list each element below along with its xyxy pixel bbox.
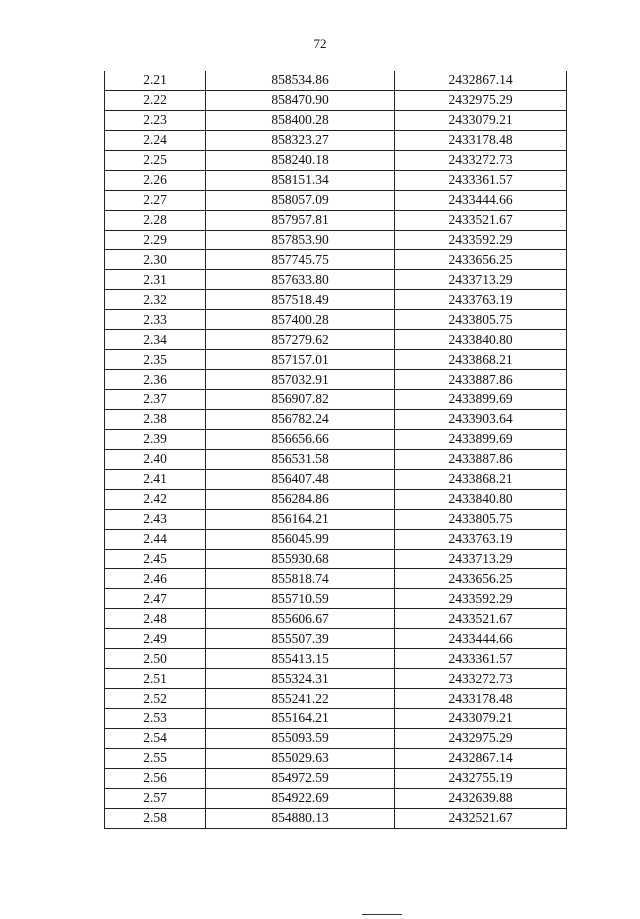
table-row xyxy=(105,230,567,250)
x-coordinate-cell: 854972.59 xyxy=(206,768,395,788)
point-number-cell: 2.45 xyxy=(105,549,206,569)
y-coordinate-cell: 2433899.69 xyxy=(395,429,567,449)
point-number-cell: 2.52 xyxy=(105,689,206,709)
point-number-cell: 2.34 xyxy=(105,330,206,350)
x-coordinate-cell: 855818.74 xyxy=(206,569,395,589)
y-coordinate-cell: 2433656.25 xyxy=(395,250,567,270)
table-row xyxy=(105,748,567,768)
point-number-cell: 2.42 xyxy=(105,489,206,509)
table-row xyxy=(105,130,567,150)
point-number-cell: 2.44 xyxy=(105,529,206,549)
x-coordinate-cell: 857400.28 xyxy=(206,310,395,330)
table-row xyxy=(105,669,567,689)
y-coordinate-cell: 2433361.57 xyxy=(395,649,567,669)
point-number-cell: 2.23 xyxy=(105,110,206,130)
point-number-cell: 2.37 xyxy=(105,390,206,410)
x-coordinate-cell: 856531.58 xyxy=(206,449,395,469)
x-coordinate-cell: 857633.80 xyxy=(206,270,395,290)
y-coordinate-cell: 2433903.64 xyxy=(395,409,567,429)
point-number-cell: 2.50 xyxy=(105,649,206,669)
y-coordinate-cell: 2432867.14 xyxy=(395,748,567,768)
point-number-cell: 2.35 xyxy=(105,350,206,370)
y-coordinate-cell: 2433079.21 xyxy=(395,110,567,130)
x-coordinate-cell: 856782.24 xyxy=(206,409,395,429)
table-row xyxy=(105,469,567,489)
y-coordinate-cell: 2433079.21 xyxy=(395,709,567,729)
y-coordinate-cell: 2433713.29 xyxy=(395,270,567,290)
x-coordinate-cell: 858470.90 xyxy=(206,90,395,110)
point-number-cell: 2.56 xyxy=(105,768,206,788)
table-row xyxy=(105,290,567,310)
point-number-cell: 2.36 xyxy=(105,370,206,390)
point-number-cell: 2.47 xyxy=(105,589,206,609)
point-number-cell: 2.22 xyxy=(105,90,206,110)
x-coordinate-cell: 857279.62 xyxy=(206,330,395,350)
x-coordinate-cell: 858057.09 xyxy=(206,190,395,210)
y-coordinate-cell: 2432975.29 xyxy=(395,728,567,748)
table-row xyxy=(105,310,567,330)
table-row xyxy=(105,649,567,669)
table-row xyxy=(105,150,567,170)
table-row xyxy=(105,110,567,130)
x-coordinate-cell: 858240.18 xyxy=(206,150,395,170)
point-number-cell: 2.48 xyxy=(105,609,206,629)
x-coordinate-cell: 855710.59 xyxy=(206,589,395,609)
y-coordinate-cell: 2433763.19 xyxy=(395,529,567,549)
y-coordinate-cell: 2432755.19 xyxy=(395,768,567,788)
x-coordinate-cell: 854922.69 xyxy=(206,788,395,808)
table-row xyxy=(105,409,567,429)
point-number-cell: 2.28 xyxy=(105,210,206,230)
point-number-cell: 2.43 xyxy=(105,509,206,529)
table-row xyxy=(105,709,567,729)
y-coordinate-cell: 2433272.73 xyxy=(395,669,567,689)
point-number-cell: 2.24 xyxy=(105,130,206,150)
table-row xyxy=(105,489,567,509)
table-row xyxy=(105,270,567,290)
point-number-cell: 2.26 xyxy=(105,170,206,190)
point-number-cell: 2.31 xyxy=(105,270,206,290)
y-coordinate-cell: 2433444.66 xyxy=(395,629,567,649)
y-coordinate-cell: 2433868.21 xyxy=(395,350,567,370)
table-row xyxy=(105,509,567,529)
point-number-cell: 2.29 xyxy=(105,230,206,250)
table-row xyxy=(105,71,567,90)
y-coordinate-cell: 2433592.29 xyxy=(395,230,567,250)
y-coordinate-cell: 2433840.80 xyxy=(395,489,567,509)
y-coordinate-cell: 2433272.73 xyxy=(395,150,567,170)
table-row xyxy=(105,350,567,370)
table-row xyxy=(105,390,567,410)
y-coordinate-cell: 2432975.29 xyxy=(395,90,567,110)
bottom-mark xyxy=(362,914,402,915)
x-coordinate-cell: 856045.99 xyxy=(206,529,395,549)
point-number-cell: 2.58 xyxy=(105,808,206,828)
y-coordinate-cell: 2433178.48 xyxy=(395,689,567,709)
point-number-cell: 2.38 xyxy=(105,409,206,429)
y-coordinate-cell: 2433521.67 xyxy=(395,609,567,629)
table-row xyxy=(105,90,567,110)
point-number-cell: 2.33 xyxy=(105,310,206,330)
point-number-cell: 2.55 xyxy=(105,748,206,768)
point-number-cell: 2.54 xyxy=(105,728,206,748)
table-row xyxy=(105,629,567,649)
table-row xyxy=(105,549,567,569)
y-coordinate-cell: 2432867.14 xyxy=(395,71,567,90)
table-row xyxy=(105,728,567,748)
point-number-cell: 2.39 xyxy=(105,429,206,449)
x-coordinate-cell: 855606.67 xyxy=(206,609,395,629)
point-number-cell: 2.41 xyxy=(105,469,206,489)
x-coordinate-cell: 855930.68 xyxy=(206,549,395,569)
y-coordinate-cell: 2433840.80 xyxy=(395,330,567,350)
table-row xyxy=(105,589,567,609)
point-number-cell: 2.53 xyxy=(105,709,206,729)
coordinates-table-body xyxy=(105,71,567,828)
x-coordinate-cell: 858323.27 xyxy=(206,130,395,150)
y-coordinate-cell: 2433805.75 xyxy=(395,310,567,330)
point-number-cell: 2.49 xyxy=(105,629,206,649)
y-coordinate-cell: 2433521.67 xyxy=(395,210,567,230)
point-number-cell: 2.46 xyxy=(105,569,206,589)
y-coordinate-cell: 2433713.29 xyxy=(395,549,567,569)
table-row xyxy=(105,689,567,709)
table-row xyxy=(105,330,567,350)
y-coordinate-cell: 2433592.29 xyxy=(395,589,567,609)
x-coordinate-cell: 857518.49 xyxy=(206,290,395,310)
table-row xyxy=(105,250,567,270)
y-coordinate-cell: 2433763.19 xyxy=(395,290,567,310)
x-coordinate-cell: 858534.86 xyxy=(206,71,395,90)
point-number-cell: 2.25 xyxy=(105,150,206,170)
table-row xyxy=(105,429,567,449)
y-coordinate-cell: 2433868.21 xyxy=(395,469,567,489)
table-row xyxy=(105,609,567,629)
x-coordinate-cell: 858400.28 xyxy=(206,110,395,130)
x-coordinate-cell: 856907.82 xyxy=(206,390,395,410)
y-coordinate-cell: 2433887.86 xyxy=(395,370,567,390)
x-coordinate-cell: 855241.22 xyxy=(206,689,395,709)
x-coordinate-cell: 858151.34 xyxy=(206,170,395,190)
table-row xyxy=(105,190,567,210)
x-coordinate-cell: 855324.31 xyxy=(206,669,395,689)
table-row xyxy=(105,529,567,549)
table-row xyxy=(105,808,567,828)
table-row xyxy=(105,569,567,589)
y-coordinate-cell: 2433887.86 xyxy=(395,449,567,469)
x-coordinate-cell: 857745.75 xyxy=(206,250,395,270)
page-number: 72 xyxy=(313,36,327,51)
y-coordinate-cell: 2433656.25 xyxy=(395,569,567,589)
coordinates-table xyxy=(104,71,567,829)
x-coordinate-cell: 856656.66 xyxy=(206,429,395,449)
y-coordinate-cell: 2432521.67 xyxy=(395,808,567,828)
table-row xyxy=(105,449,567,469)
y-coordinate-cell: 2433805.75 xyxy=(395,509,567,529)
x-coordinate-cell: 857032.91 xyxy=(206,370,395,390)
point-number-cell: 2.32 xyxy=(105,290,206,310)
table-row xyxy=(105,370,567,390)
x-coordinate-cell: 855093.59 xyxy=(206,728,395,748)
x-coordinate-cell: 857157.01 xyxy=(206,350,395,370)
point-number-cell: 2.27 xyxy=(105,190,206,210)
y-coordinate-cell: 2433178.48 xyxy=(395,130,567,150)
point-number-cell: 2.57 xyxy=(105,788,206,808)
y-coordinate-cell: 2432639.88 xyxy=(395,788,567,808)
x-coordinate-cell: 854880.13 xyxy=(206,808,395,828)
table-row xyxy=(105,788,567,808)
table-row xyxy=(105,210,567,230)
x-coordinate-cell: 856407.48 xyxy=(206,469,395,489)
y-coordinate-cell: 2433444.66 xyxy=(395,190,567,210)
x-coordinate-cell: 855164.21 xyxy=(206,709,395,729)
table-row xyxy=(105,768,567,788)
point-number-cell: 2.21 xyxy=(105,71,206,90)
x-coordinate-cell: 855029.63 xyxy=(206,748,395,768)
point-number-cell: 2.30 xyxy=(105,250,206,270)
point-number-cell: 2.51 xyxy=(105,669,206,689)
x-coordinate-cell: 856164.21 xyxy=(206,509,395,529)
x-coordinate-cell: 857957.81 xyxy=(206,210,395,230)
x-coordinate-cell: 855507.39 xyxy=(206,629,395,649)
y-coordinate-cell: 2433899.69 xyxy=(395,390,567,410)
y-coordinate-cell: 2433361.57 xyxy=(395,170,567,190)
point-number-cell: 2.40 xyxy=(105,449,206,469)
x-coordinate-cell: 856284.86 xyxy=(206,489,395,509)
table-row xyxy=(105,170,567,190)
x-coordinate-cell: 855413.15 xyxy=(206,649,395,669)
x-coordinate-cell: 857853.90 xyxy=(206,230,395,250)
